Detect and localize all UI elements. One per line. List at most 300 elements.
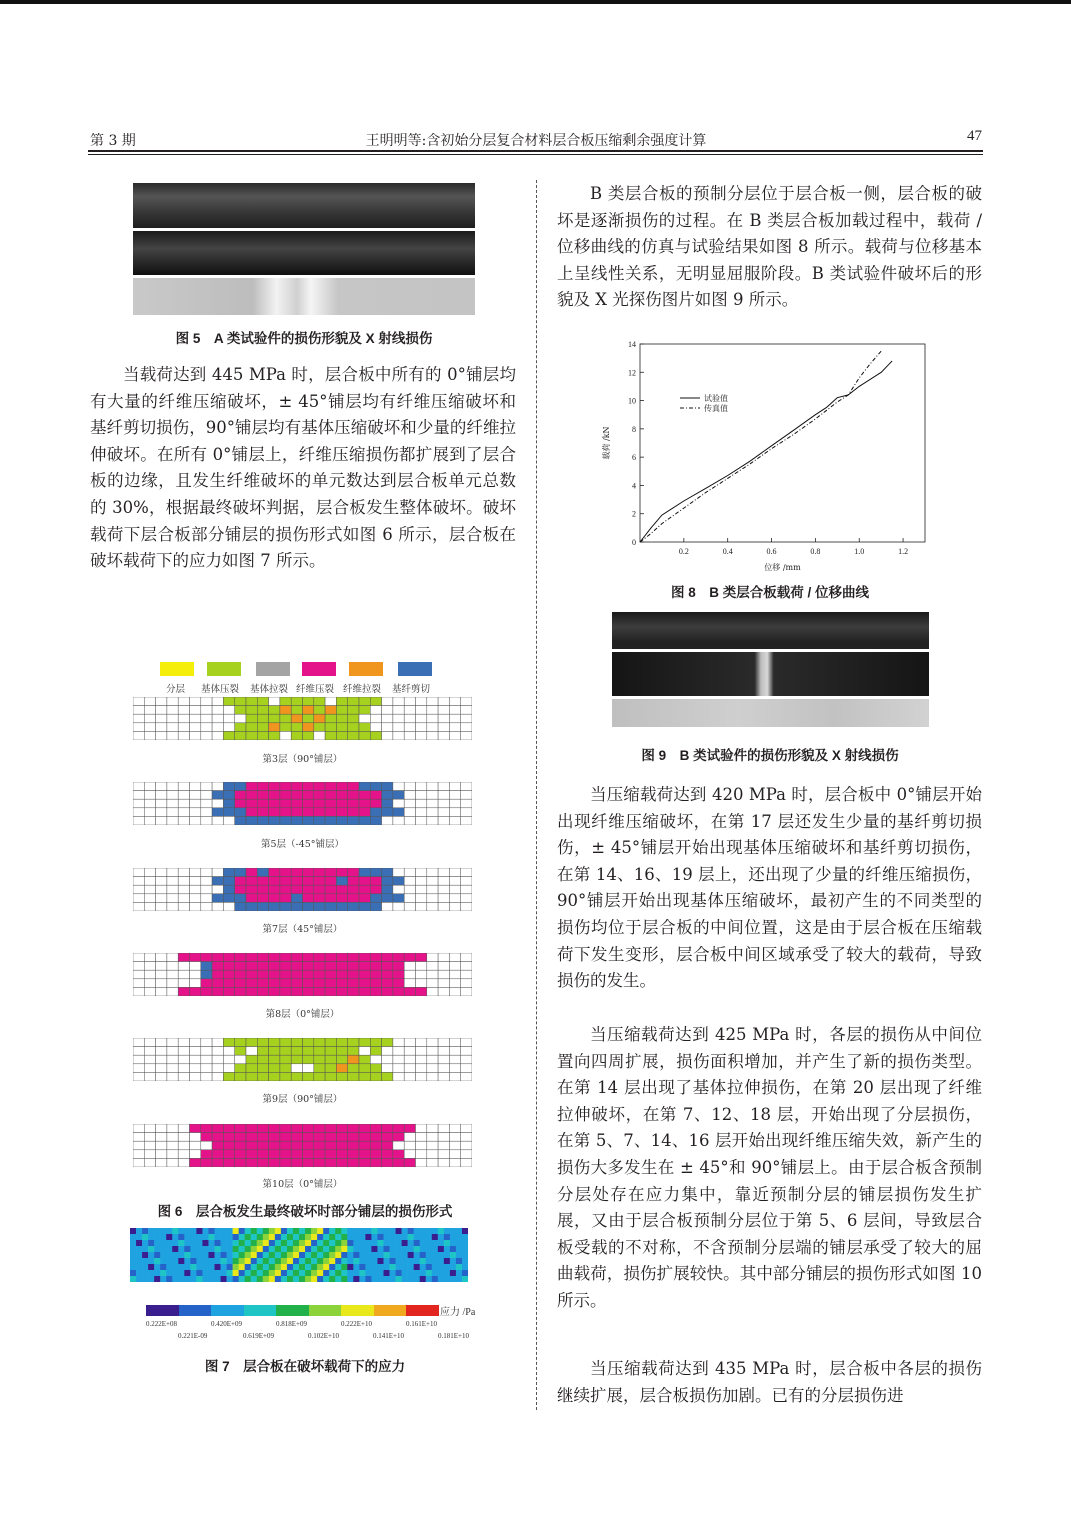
grid-cell bbox=[438, 731, 449, 740]
contour-cell bbox=[245, 1228, 251, 1234]
contour-cell bbox=[456, 1252, 462, 1258]
grid-cell bbox=[269, 868, 280, 877]
grid-cell bbox=[303, 1064, 314, 1073]
contour-cell bbox=[208, 1270, 214, 1276]
grid-cell bbox=[144, 1064, 155, 1073]
grid-cell bbox=[212, 697, 223, 706]
contour-cell bbox=[130, 1240, 136, 1246]
grid-cell bbox=[348, 1150, 359, 1159]
grid-cell bbox=[370, 953, 381, 962]
grid-cell bbox=[223, 953, 234, 962]
contour-cell bbox=[148, 1234, 154, 1240]
contour-cell bbox=[444, 1264, 450, 1270]
contour-cell bbox=[323, 1234, 329, 1240]
grid-cell bbox=[427, 1072, 438, 1081]
grid-cell bbox=[269, 1055, 280, 1064]
contour-cell bbox=[450, 1264, 456, 1270]
contour-cell bbox=[263, 1252, 269, 1258]
contour-cell bbox=[317, 1264, 323, 1270]
grid-cell bbox=[201, 1141, 212, 1150]
grid-cell bbox=[325, 953, 336, 962]
contour-cell bbox=[130, 1252, 136, 1258]
contour-cell bbox=[377, 1246, 383, 1252]
contour-cell bbox=[444, 1258, 450, 1264]
contour-cell bbox=[178, 1276, 184, 1282]
grid-cell bbox=[336, 868, 347, 877]
contour-cell bbox=[426, 1228, 432, 1234]
grid-cell bbox=[303, 1124, 314, 1133]
grid-cell bbox=[393, 1038, 404, 1047]
grid-cell bbox=[359, 877, 370, 886]
grid-cell bbox=[449, 885, 460, 894]
contour-cell bbox=[456, 1276, 462, 1282]
contour-cell bbox=[456, 1264, 462, 1270]
grid-cell bbox=[382, 1133, 393, 1142]
grid-cell bbox=[223, 1064, 234, 1073]
contour-cell bbox=[311, 1246, 317, 1252]
contour-cell bbox=[160, 1258, 166, 1264]
contour-cell bbox=[239, 1264, 245, 1270]
grid-cell bbox=[291, 782, 302, 791]
grid-cell bbox=[348, 782, 359, 791]
grid-cell bbox=[449, 970, 460, 979]
scale-tick-label: 0.141E+10 bbox=[373, 1332, 404, 1340]
grid-cell bbox=[449, 1038, 460, 1047]
contour-cell bbox=[215, 1246, 221, 1252]
contour-cell bbox=[208, 1240, 214, 1246]
grid-cell bbox=[416, 1064, 427, 1073]
grid-cell bbox=[348, 1124, 359, 1133]
contour-cell bbox=[184, 1246, 190, 1252]
contour-cell bbox=[323, 1276, 329, 1282]
contour-cell bbox=[438, 1252, 444, 1258]
contour-cell bbox=[215, 1252, 221, 1258]
contour-cell bbox=[239, 1252, 245, 1258]
grid-cell bbox=[223, 979, 234, 988]
contour-cell bbox=[233, 1276, 239, 1282]
contour-cell bbox=[335, 1252, 341, 1258]
grid-cell bbox=[144, 1072, 155, 1081]
grid-cell bbox=[167, 894, 178, 903]
contour-cell bbox=[384, 1276, 390, 1282]
grid-cell bbox=[190, 877, 201, 886]
grid-cell bbox=[314, 731, 325, 740]
contour-cell bbox=[172, 1234, 178, 1240]
contour-cell bbox=[233, 1258, 239, 1264]
grid-cell bbox=[235, 714, 246, 723]
grid-cell bbox=[291, 1047, 302, 1056]
contour-cell bbox=[420, 1246, 426, 1252]
grid-cell bbox=[393, 877, 404, 886]
grid-cell bbox=[246, 714, 257, 723]
grid-cell bbox=[280, 731, 291, 740]
contour-cell bbox=[335, 1264, 341, 1270]
grid-cell bbox=[359, 1038, 370, 1047]
contour-cell bbox=[402, 1234, 408, 1240]
contour-cell bbox=[456, 1228, 462, 1234]
grid-cell bbox=[212, 1047, 223, 1056]
grid-cell bbox=[144, 816, 155, 825]
grid-cell bbox=[382, 953, 393, 962]
grid-cell bbox=[235, 706, 246, 715]
contour-cell bbox=[275, 1228, 281, 1234]
grid-cell bbox=[167, 1141, 178, 1150]
contour-cell bbox=[257, 1270, 263, 1276]
grid-cell bbox=[393, 979, 404, 988]
grid-cell bbox=[336, 697, 347, 706]
grid-cell bbox=[178, 791, 189, 800]
grid-cell bbox=[280, 714, 291, 723]
grid-cell bbox=[246, 816, 257, 825]
grid-cell bbox=[201, 697, 212, 706]
grid-cell bbox=[314, 791, 325, 800]
grid-cell bbox=[201, 808, 212, 817]
grid-cell bbox=[370, 1141, 381, 1150]
grid-cell bbox=[314, 962, 325, 971]
contour-cell bbox=[251, 1240, 257, 1246]
damage-grid bbox=[133, 868, 472, 911]
contour-cell bbox=[257, 1258, 263, 1264]
contour-cell bbox=[347, 1240, 353, 1246]
contour-cell bbox=[257, 1240, 263, 1246]
contour-cell bbox=[178, 1264, 184, 1270]
y-axis-label: 载荷 /kN bbox=[602, 426, 611, 460]
grid-cell bbox=[382, 1158, 393, 1167]
grid-cell bbox=[461, 791, 472, 800]
scale-tick-label: 0.102E+10 bbox=[308, 1332, 339, 1340]
grid-cell bbox=[156, 970, 167, 979]
grid-cell bbox=[427, 970, 438, 979]
grid-cell bbox=[223, 697, 234, 706]
grid-cell bbox=[212, 799, 223, 808]
grid-cell bbox=[223, 731, 234, 740]
contour-cell bbox=[227, 1258, 233, 1264]
grid-cell bbox=[359, 894, 370, 903]
grid-cell bbox=[449, 731, 460, 740]
contour-cell bbox=[196, 1246, 202, 1252]
grid-cell bbox=[235, 894, 246, 903]
grid-cell bbox=[133, 962, 144, 971]
grid-cell bbox=[212, 902, 223, 911]
grid-cell bbox=[269, 816, 280, 825]
grid-cell bbox=[427, 979, 438, 988]
grid-cell bbox=[404, 979, 415, 988]
grid-cell bbox=[404, 782, 415, 791]
grid-cell bbox=[167, 953, 178, 962]
grid-cell bbox=[201, 1072, 212, 1081]
grid-cell bbox=[178, 953, 189, 962]
contour-cell bbox=[263, 1240, 269, 1246]
grid-cell bbox=[461, 953, 472, 962]
contour-cell bbox=[396, 1252, 402, 1258]
contour-cell bbox=[178, 1228, 184, 1234]
grid-cell bbox=[291, 1158, 302, 1167]
contour-cell bbox=[233, 1270, 239, 1276]
grid-cell bbox=[416, 894, 427, 903]
grid-cell bbox=[348, 1133, 359, 1142]
contour-cell bbox=[215, 1270, 221, 1276]
grid-cell bbox=[404, 697, 415, 706]
grid-cell bbox=[427, 731, 438, 740]
contour-cell bbox=[444, 1228, 450, 1234]
grid-cell bbox=[269, 697, 280, 706]
contour-cell bbox=[384, 1252, 390, 1258]
fig7-caption: 图 7 层合板在破坏载荷下的应力 bbox=[204, 1359, 406, 1374]
contour-cell bbox=[275, 1270, 281, 1276]
grid-cell bbox=[246, 697, 257, 706]
grid-cell bbox=[223, 791, 234, 800]
grid-cell bbox=[404, 731, 415, 740]
column-divider bbox=[536, 180, 537, 1410]
grid-cell bbox=[156, 902, 167, 911]
grid-cell bbox=[461, 902, 472, 911]
grid-cell bbox=[348, 808, 359, 817]
grid-cell bbox=[404, 877, 415, 886]
grid-cell bbox=[156, 885, 167, 894]
y-tick-label: 0 bbox=[632, 538, 636, 547]
contour-cell bbox=[371, 1264, 377, 1270]
grid-cell bbox=[257, 885, 268, 894]
contour-cell bbox=[245, 1234, 251, 1240]
grid-cell bbox=[461, 782, 472, 791]
grid-cell bbox=[156, 1133, 167, 1142]
grid-cell bbox=[370, 1133, 381, 1142]
contour-cell bbox=[329, 1276, 335, 1282]
grid-cell bbox=[280, 894, 291, 903]
contour-cell bbox=[190, 1240, 196, 1246]
grid-cell bbox=[359, 799, 370, 808]
grid-cell bbox=[427, 1038, 438, 1047]
contour-cell bbox=[227, 1228, 233, 1234]
contour-cell bbox=[426, 1246, 432, 1252]
contour-cell bbox=[402, 1270, 408, 1276]
grid-cell bbox=[190, 970, 201, 979]
grid-cell bbox=[325, 877, 336, 886]
contour-cell bbox=[136, 1264, 142, 1270]
grid-cell bbox=[190, 1072, 201, 1081]
grid-cell bbox=[144, 799, 155, 808]
contour-cell bbox=[239, 1234, 245, 1240]
contour-cell bbox=[154, 1240, 160, 1246]
grid-cell bbox=[257, 1158, 268, 1167]
grid-cell bbox=[314, 1141, 325, 1150]
contour-cell bbox=[462, 1246, 468, 1252]
contour-cell bbox=[142, 1276, 148, 1282]
contour-cell bbox=[390, 1258, 396, 1264]
contour-cell bbox=[251, 1246, 257, 1252]
contour-cell bbox=[281, 1246, 287, 1252]
grid-cell bbox=[178, 808, 189, 817]
grid-cell bbox=[269, 1141, 280, 1150]
grid-cell bbox=[461, 816, 472, 825]
contour-cell bbox=[293, 1264, 299, 1270]
grid-cell bbox=[257, 1150, 268, 1159]
contour-cell bbox=[384, 1270, 390, 1276]
contour-cell bbox=[402, 1246, 408, 1252]
grid-cell bbox=[325, 714, 336, 723]
grid-cell bbox=[201, 816, 212, 825]
grid-cell bbox=[449, 979, 460, 988]
contour-cell bbox=[396, 1258, 402, 1264]
grid-cell bbox=[393, 782, 404, 791]
grid-cell bbox=[280, 979, 291, 988]
grid-cell bbox=[416, 799, 427, 808]
grid-cell bbox=[235, 791, 246, 800]
grid-cell bbox=[178, 885, 189, 894]
grid-cell bbox=[393, 1072, 404, 1081]
contour-cell bbox=[432, 1246, 438, 1252]
grid-cell bbox=[246, 799, 257, 808]
grid-cell bbox=[223, 816, 234, 825]
contour-cell bbox=[323, 1264, 329, 1270]
grid-cell bbox=[167, 868, 178, 877]
contour-cell bbox=[221, 1246, 227, 1252]
grid-cell bbox=[269, 1047, 280, 1056]
grid-cell bbox=[156, 816, 167, 825]
grid-cell bbox=[201, 799, 212, 808]
contour-cell bbox=[311, 1252, 317, 1258]
grid-cell bbox=[167, 1158, 178, 1167]
contour-cell bbox=[208, 1246, 214, 1252]
contour-cell bbox=[456, 1258, 462, 1264]
grid-cell bbox=[438, 894, 449, 903]
contour-cell bbox=[202, 1240, 208, 1246]
grid-cell bbox=[325, 1124, 336, 1133]
grid-cell bbox=[427, 1141, 438, 1150]
contour-cell bbox=[221, 1240, 227, 1246]
grid-cell bbox=[325, 723, 336, 732]
grid-cell bbox=[303, 970, 314, 979]
contour-cell bbox=[245, 1240, 251, 1246]
grid-cell bbox=[212, 868, 223, 877]
contour-cell bbox=[293, 1252, 299, 1258]
grid-cell bbox=[438, 902, 449, 911]
grid-cell bbox=[461, 1047, 472, 1056]
page-number: 47 bbox=[967, 128, 982, 144]
contour-cell bbox=[426, 1240, 432, 1246]
contour-cell bbox=[408, 1228, 414, 1234]
contour-cell bbox=[438, 1276, 444, 1282]
grid-cell bbox=[133, 894, 144, 903]
contour-cell bbox=[130, 1234, 136, 1240]
contour-cell bbox=[329, 1258, 335, 1264]
grid-cell bbox=[156, 706, 167, 715]
grid-cell bbox=[393, 1141, 404, 1150]
grid-cell bbox=[144, 885, 155, 894]
contour-cell bbox=[450, 1270, 456, 1276]
grid-cell bbox=[393, 808, 404, 817]
grid-cell bbox=[269, 877, 280, 886]
contour-cell bbox=[233, 1234, 239, 1240]
contour-cell bbox=[305, 1258, 311, 1264]
grid-cell bbox=[178, 706, 189, 715]
contour-cell bbox=[196, 1264, 202, 1270]
contour-cell bbox=[136, 1234, 142, 1240]
contour-cell bbox=[347, 1270, 353, 1276]
grid-cell bbox=[393, 1047, 404, 1056]
contour-cell bbox=[390, 1276, 396, 1282]
grid-cell bbox=[156, 1047, 167, 1056]
scale-tick-label: 0.222E+10 bbox=[341, 1320, 372, 1328]
grid-cell bbox=[257, 1124, 268, 1133]
grid-cell bbox=[201, 1124, 212, 1133]
contour-cell bbox=[462, 1264, 468, 1270]
grid-cell bbox=[190, 868, 201, 877]
grid-cell bbox=[461, 1141, 472, 1150]
contour-cell bbox=[160, 1264, 166, 1270]
grid-cell bbox=[427, 791, 438, 800]
grid-cell bbox=[291, 885, 302, 894]
contour-cell bbox=[390, 1246, 396, 1252]
grid-cell bbox=[235, 1158, 246, 1167]
contour-cell bbox=[341, 1234, 347, 1240]
grid-cell bbox=[336, 1133, 347, 1142]
contour-cell bbox=[148, 1258, 154, 1264]
contour-cell bbox=[172, 1246, 178, 1252]
grid-cell bbox=[133, 1150, 144, 1159]
contour-cell bbox=[359, 1240, 365, 1246]
grid-cell bbox=[314, 706, 325, 715]
contour-cell bbox=[396, 1264, 402, 1270]
grid-cell bbox=[257, 902, 268, 911]
contour-cell bbox=[299, 1252, 305, 1258]
grid-cell bbox=[269, 1158, 280, 1167]
contour-cell bbox=[444, 1234, 450, 1240]
grid-cell bbox=[156, 1124, 167, 1133]
grid-cell bbox=[325, 979, 336, 988]
contour-cell bbox=[396, 1270, 402, 1276]
contour-cell bbox=[196, 1252, 202, 1258]
grid-cell bbox=[370, 1072, 381, 1081]
x-tick-label: 0.8 bbox=[810, 547, 821, 556]
contour-cell bbox=[166, 1228, 172, 1234]
grid-cell bbox=[348, 706, 359, 715]
grid-cell bbox=[314, 697, 325, 706]
grid-cell bbox=[167, 1038, 178, 1047]
contour-cell bbox=[136, 1270, 142, 1276]
contour-cell bbox=[166, 1258, 172, 1264]
contour-cell bbox=[353, 1234, 359, 1240]
grid-cell bbox=[246, 962, 257, 971]
contour-cell bbox=[257, 1246, 263, 1252]
grid-cell bbox=[427, 1064, 438, 1073]
contour-cell bbox=[287, 1258, 293, 1264]
grid-cell bbox=[144, 714, 155, 723]
contour-cell bbox=[215, 1276, 221, 1282]
contour-cell bbox=[347, 1234, 353, 1240]
grid-cell bbox=[201, 1150, 212, 1159]
grid-cell bbox=[223, 1124, 234, 1133]
contour-cell bbox=[239, 1240, 245, 1246]
grid-cell bbox=[427, 697, 438, 706]
grid-cell bbox=[178, 902, 189, 911]
grid-cell bbox=[449, 1064, 460, 1073]
contour-cell bbox=[196, 1258, 202, 1264]
grid-cell bbox=[438, 962, 449, 971]
grid-cell bbox=[156, 877, 167, 886]
contour-cell bbox=[233, 1252, 239, 1258]
grid-cell bbox=[223, 706, 234, 715]
x-tick-label: 0.6 bbox=[766, 547, 777, 556]
contour-cell bbox=[420, 1276, 426, 1282]
grid-cell bbox=[404, 1064, 415, 1073]
grid-cell bbox=[370, 885, 381, 894]
grid-cell bbox=[314, 1150, 325, 1159]
contour-cell bbox=[269, 1276, 275, 1282]
running-title: 王明明等:含初始分层复合材料层合板压缩剩余强度计算 bbox=[365, 133, 707, 149]
grid-cell bbox=[235, 1124, 246, 1133]
contour-cell bbox=[190, 1234, 196, 1240]
